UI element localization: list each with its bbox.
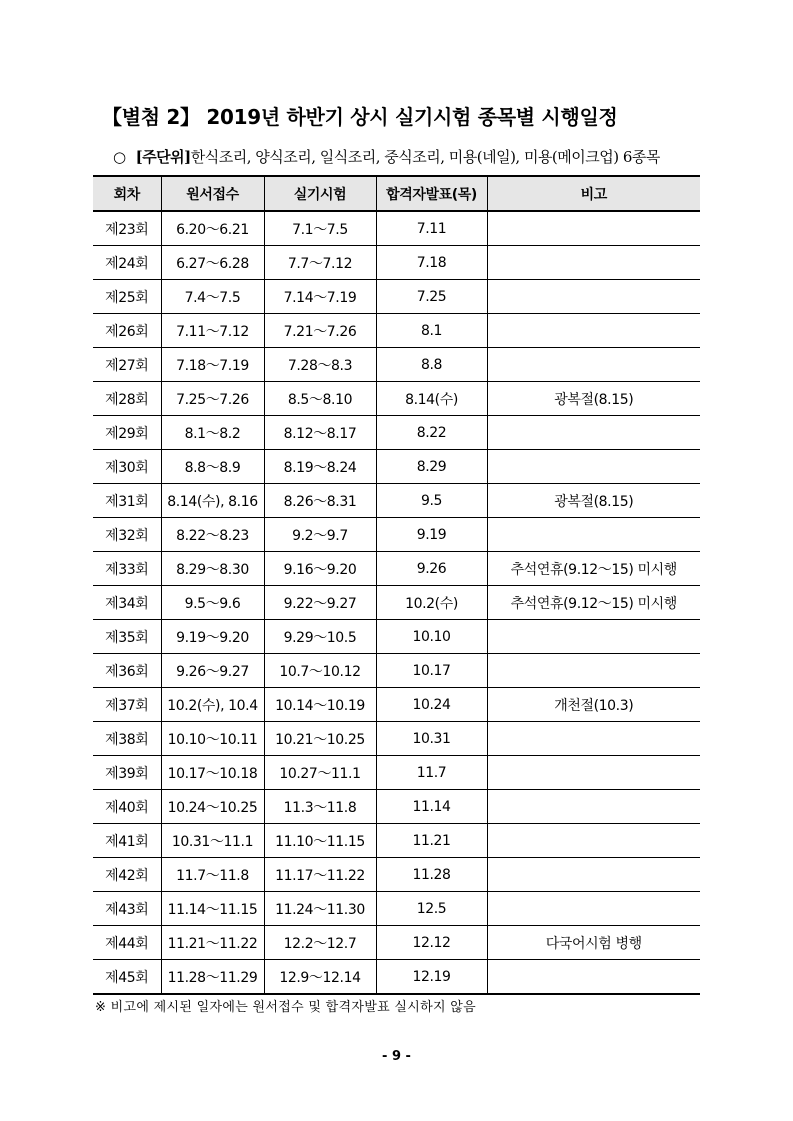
cell-application: 11.28～11.29 [161, 960, 264, 995]
schedule-table [93, 175, 700, 995]
cell-remarks [487, 348, 700, 382]
cell-practical-exam: 10.27～11.1 [264, 756, 376, 790]
cell-practical-exam: 8.12～8.17 [264, 416, 376, 450]
cell-round: 제37회 [93, 688, 161, 722]
table-row [93, 858, 700, 892]
cell-result-announcement: 10.2(수) [376, 586, 487, 620]
cell-round: 제44회 [93, 926, 161, 960]
cell-application: 9.5～9.6 [161, 586, 264, 620]
cell-round: 제34회 [93, 586, 161, 620]
subject-list: 한식조리, 양식조리, 일식조리, 중식조리, 미용(네일), 미용(메이크업) 6종목 [190, 148, 660, 166]
cell-result-announcement: 9.26 [376, 552, 487, 586]
table-row [93, 382, 700, 416]
cell-practical-exam: 7.7～7.12 [264, 246, 376, 280]
cell-round: 제25회 [93, 280, 161, 314]
cell-result-announcement: 11.7 [376, 756, 487, 790]
table-row [93, 348, 700, 382]
cell-practical-exam: 8.26～8.31 [264, 484, 376, 518]
table-row [93, 450, 700, 484]
footnote: ※ 비고에 제시된 일자에는 원서접수 및 합격자발표 실시하지 않음 [95, 1000, 476, 1015]
cell-result-announcement: 10.31 [376, 722, 487, 756]
cell-practical-exam: 9.2～9.7 [264, 518, 376, 552]
cell-practical-exam: 9.22～9.27 [264, 586, 376, 620]
cell-result-announcement: 12.19 [376, 960, 487, 995]
cell-result-announcement: 8.8 [376, 348, 487, 382]
header-remarks: 비고 [487, 176, 700, 211]
cell-remarks [487, 314, 700, 348]
table-row [93, 518, 700, 552]
cell-result-announcement: 10.24 [376, 688, 487, 722]
cell-remarks: 추석연휴(9.12～15) 미시행 [487, 586, 700, 620]
page-number: - 9 - [382, 1049, 411, 1064]
cell-remarks [487, 280, 700, 314]
cell-result-announcement: 8.14(수) [376, 382, 487, 416]
cell-round: 제23회 [93, 211, 161, 246]
cell-round: 제38회 [93, 722, 161, 756]
cell-application: 7.18～7.19 [161, 348, 264, 382]
cell-application: 8.29～8.30 [161, 552, 264, 586]
cell-round: 제42회 [93, 858, 161, 892]
cell-remarks: 광복절(8.15) [487, 382, 700, 416]
cell-round: 제36회 [93, 654, 161, 688]
table-row [93, 926, 700, 960]
cell-result-announcement: 8.29 [376, 450, 487, 484]
cell-result-announcement: 7.11 [376, 211, 487, 246]
cell-remarks [487, 960, 700, 995]
table-row [93, 314, 700, 348]
cell-application: 11.7～11.8 [161, 858, 264, 892]
cell-remarks [487, 211, 700, 246]
table-row [93, 246, 700, 280]
cell-round: 제43회 [93, 892, 161, 926]
table-row [93, 756, 700, 790]
cell-result-announcement: 11.14 [376, 790, 487, 824]
cell-remarks [487, 416, 700, 450]
unit-label: [주단위] [135, 148, 191, 166]
cell-round: 제30회 [93, 450, 161, 484]
cell-application: 9.19～9.20 [161, 620, 264, 654]
bullet-icon: ○ [113, 148, 126, 166]
cell-round: 제39회 [93, 756, 161, 790]
cell-remarks: 광복절(8.15) [487, 484, 700, 518]
cell-application: 10.2(수), 10.4 [161, 688, 264, 722]
table-row [93, 484, 700, 518]
cell-remarks: 개천절(10.3) [487, 688, 700, 722]
table-row [93, 960, 700, 995]
cell-application: 7.25～7.26 [161, 382, 264, 416]
table-body [93, 211, 700, 994]
cell-application: 6.20～6.21 [161, 211, 264, 246]
cell-practical-exam: 11.10～11.15 [264, 824, 376, 858]
cell-result-announcement: 11.21 [376, 824, 487, 858]
cell-practical-exam: 10.7～10.12 [264, 654, 376, 688]
cell-practical-exam: 8.19～8.24 [264, 450, 376, 484]
cell-application: 8.22～8.23 [161, 518, 264, 552]
cell-remarks [487, 654, 700, 688]
cell-remarks [487, 450, 700, 484]
header-application: 원서접수 [161, 176, 264, 211]
cell-round: 제35회 [93, 620, 161, 654]
cell-application: 10.10～10.11 [161, 722, 264, 756]
cell-application: 7.11～7.12 [161, 314, 264, 348]
cell-practical-exam: 7.14～7.19 [264, 280, 376, 314]
cell-remarks [487, 246, 700, 280]
cell-round: 제28회 [93, 382, 161, 416]
cell-round: 제31회 [93, 484, 161, 518]
cell-round: 제26회 [93, 314, 161, 348]
cell-application: 10.31～11.1 [161, 824, 264, 858]
cell-result-announcement: 8.1 [376, 314, 487, 348]
cell-round: 제27회 [93, 348, 161, 382]
table-header-row [93, 176, 700, 211]
cell-result-announcement: 7.18 [376, 246, 487, 280]
cell-practical-exam: 11.17～11.22 [264, 858, 376, 892]
cell-practical-exam: 9.16～9.20 [264, 552, 376, 586]
header-practical-exam: 실기시험 [264, 176, 376, 211]
cell-practical-exam: 7.28～8.3 [264, 348, 376, 382]
cell-practical-exam: 10.14～10.19 [264, 688, 376, 722]
header-result-announcement: 합격자발표(목) [376, 176, 487, 211]
cell-practical-exam: 9.29～10.5 [264, 620, 376, 654]
table-row [93, 892, 700, 926]
cell-practical-exam: 7.21～7.26 [264, 314, 376, 348]
header-round: 회차 [93, 176, 161, 211]
table-row [93, 620, 700, 654]
cell-practical-exam: 11.24～11.30 [264, 892, 376, 926]
cell-remarks [487, 858, 700, 892]
cell-application: 8.1～8.2 [161, 416, 264, 450]
cell-result-announcement: 12.12 [376, 926, 487, 960]
cell-remarks [487, 824, 700, 858]
cell-remarks [487, 620, 700, 654]
cell-application: 11.21～11.22 [161, 926, 264, 960]
cell-practical-exam: 7.1～7.5 [264, 211, 376, 246]
cell-practical-exam: 11.3～11.8 [264, 790, 376, 824]
cell-result-announcement: 11.28 [376, 858, 487, 892]
cell-remarks [487, 756, 700, 790]
table-row [93, 552, 700, 586]
cell-result-announcement: 10.17 [376, 654, 487, 688]
cell-application: 7.4～7.5 [161, 280, 264, 314]
cell-practical-exam: 10.21～10.25 [264, 722, 376, 756]
cell-round: 제32회 [93, 518, 161, 552]
table-row [93, 211, 700, 246]
cell-practical-exam: 12.2～12.7 [264, 926, 376, 960]
cell-application: 10.17～10.18 [161, 756, 264, 790]
cell-application: 8.8～8.9 [161, 450, 264, 484]
cell-result-announcement: 7.25 [376, 280, 487, 314]
cell-round: 제40회 [93, 790, 161, 824]
cell-remarks [487, 518, 700, 552]
cell-remarks [487, 790, 700, 824]
table-row [93, 416, 700, 450]
table-row [93, 790, 700, 824]
cell-remarks [487, 892, 700, 926]
table-row [93, 722, 700, 756]
cell-round: 제24회 [93, 246, 161, 280]
cell-result-announcement: 9.5 [376, 484, 487, 518]
table-row [93, 654, 700, 688]
table-row [93, 280, 700, 314]
cell-result-announcement: 10.10 [376, 620, 487, 654]
cell-round: 제45회 [93, 960, 161, 995]
table-row [93, 688, 700, 722]
table-row [93, 586, 700, 620]
cell-remarks: 다국어시험 병행 [487, 926, 700, 960]
cell-round: 제29회 [93, 416, 161, 450]
cell-practical-exam: 8.5～8.10 [264, 382, 376, 416]
subtitle-line [113, 146, 660, 167]
cell-result-announcement: 9.19 [376, 518, 487, 552]
cell-application: 9.26～9.27 [161, 654, 264, 688]
cell-remarks [487, 722, 700, 756]
cell-result-announcement: 8.22 [376, 416, 487, 450]
page-title: 【별첨 2】 2019년 하반기 상시 실기시험 종목별 시행일정 [102, 105, 618, 129]
cell-application: 8.14(수), 8.16 [161, 484, 264, 518]
cell-application: 10.24～10.25 [161, 790, 264, 824]
cell-application: 6.27～6.28 [161, 246, 264, 280]
table-row [93, 824, 700, 858]
cell-result-announcement: 12.5 [376, 892, 487, 926]
cell-round: 제33회 [93, 552, 161, 586]
cell-round: 제41회 [93, 824, 161, 858]
cell-application: 11.14～11.15 [161, 892, 264, 926]
cell-practical-exam: 12.9～12.14 [264, 960, 376, 995]
cell-remarks: 추석연휴(9.12～15) 미시행 [487, 552, 700, 586]
